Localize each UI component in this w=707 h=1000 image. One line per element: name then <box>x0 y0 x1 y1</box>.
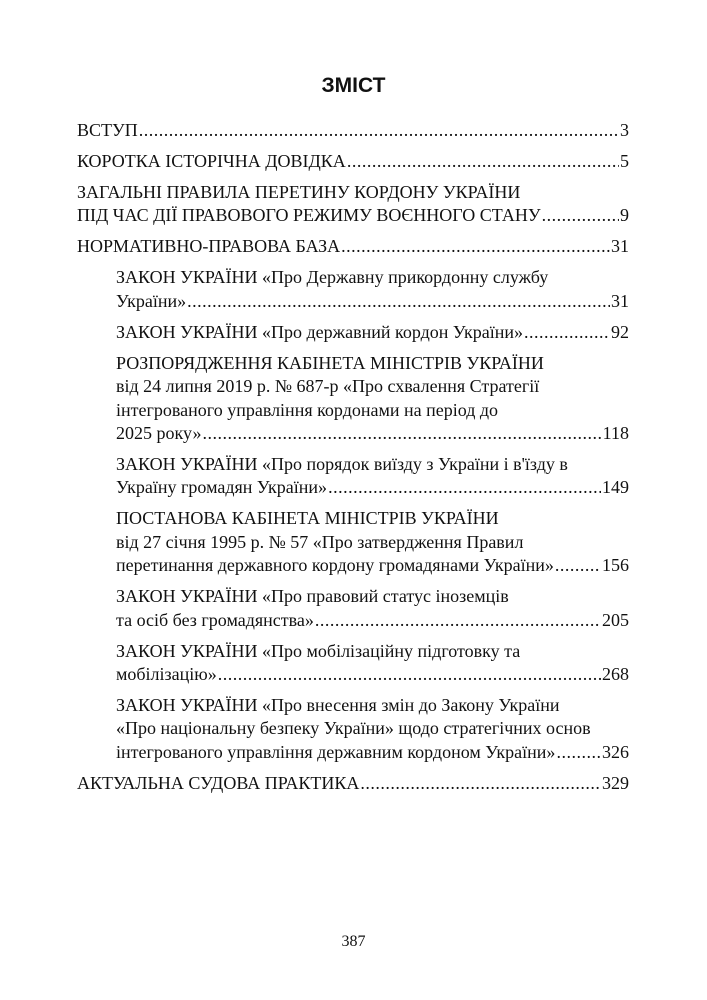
toc-entry-title-line: НОРМАТИВНО-ПРАВОВА БАЗА <box>77 236 341 257</box>
toc-entry[interactable] <box>77 640 629 687</box>
toc-entry-last-line <box>116 609 629 632</box>
toc-entry[interactable] <box>77 453 629 500</box>
dot-leader <box>556 741 601 764</box>
toc-entry-page: 326 <box>602 741 629 762</box>
dot-leader <box>315 609 601 632</box>
toc-entry[interactable] <box>77 266 629 313</box>
toc-entry-title-line: ЗАКОН УКРАЇНИ «Про правовий статус іноземців <box>116 586 509 607</box>
toc-entry-title-line: ЗАКОН УКРАЇНИ «Про мобілізаційну підготовку та <box>116 640 521 661</box>
toc-entry-last-line <box>116 476 629 499</box>
toc-entry-page: 92 <box>611 321 629 342</box>
toc-entry-last-line <box>77 150 629 173</box>
toc-entry-page: 268 <box>602 664 629 685</box>
toc-entry[interactable] <box>77 150 629 173</box>
toc-entry-title-line: РОЗПОРЯДЖЕННЯ КАБІНЕТА МІНІСТРІВ УКРАЇНИ <box>116 352 544 373</box>
toc-entry-title-line: України» <box>116 290 187 311</box>
toc-entry-page: 205 <box>602 609 629 630</box>
toc-entry-title-line: від 27 січня 1995 р. № 57 «Про затвердження Правил <box>116 531 524 552</box>
toc-entry-title-line: та осіб без громадянства» <box>116 609 314 630</box>
toc-entry-title-line: інтегрованого управління державним кордоном України» <box>116 741 556 762</box>
dot-leader <box>542 204 619 227</box>
toc-entry-title-line: ПОСТАНОВА КАБІНЕТА МІНІСТРІВ УКРАЇНИ <box>116 508 499 529</box>
toc-entry-page: 156 <box>602 555 629 576</box>
toc-entry-title-line: перетинання державного кордону громадянами України» <box>116 555 554 576</box>
dot-leader <box>555 554 601 577</box>
toc-entry[interactable] <box>77 507 629 577</box>
toc-entry-last-line <box>116 290 629 313</box>
toc-entry-page: 3 <box>620 120 629 140</box>
toc-entry-last-line <box>77 772 629 795</box>
dot-leader <box>360 772 601 795</box>
toc-entry-page: 31 <box>611 290 629 311</box>
toc-entry-page: 149 <box>602 477 629 498</box>
toc-entry-title-line: інтегрованого управління кордонами на період до <box>116 399 499 420</box>
dot-leader <box>202 422 601 445</box>
toc-entry[interactable] <box>77 235 629 258</box>
toc-entry[interactable] <box>77 181 629 228</box>
toc-entry-title-line: ЗАКОН УКРАЇНИ «Про внесення змін до Закону України <box>116 695 560 716</box>
dot-leader <box>218 663 601 686</box>
toc-entry-last-line <box>116 321 629 344</box>
dot-leader <box>139 119 619 142</box>
toc-entry-title-line: ПІД ЧАС ДІЇ ПРАВОВОГО РЕЖИМУ ВОЄННОГО СТАНУ <box>77 205 541 226</box>
dot-leader <box>341 235 610 258</box>
toc-entry-last-line <box>116 422 629 445</box>
toc-entry-title-line: від 24 липня 2019 р. № 687-р «Про схвалення Стратегії <box>116 376 540 397</box>
dot-leader <box>328 476 601 499</box>
toc-entry-page: 9 <box>620 205 629 226</box>
toc-entry-title-line: ЗАКОН УКРАЇНИ «Про Державну прикордонну службу <box>116 267 549 288</box>
toc-entry-last-line <box>116 741 629 764</box>
toc-entry-last-line <box>77 235 629 258</box>
toc-entry[interactable] <box>77 772 629 795</box>
page-number: 387 <box>341 933 366 950</box>
toc-entry[interactable] <box>77 694 629 764</box>
toc-entry-title-line: КОРОТКА ІСТОРІЧНА ДОВІДКА <box>77 151 346 171</box>
dot-leader <box>524 321 610 344</box>
toc-entry-title-line: «Про національну безпеку України» щодо стратегічних основ <box>116 718 591 739</box>
toc-entry-title-line: ВСТУП <box>77 120 138 140</box>
toc-entry-title-line: АКТУАЛЬНА СУДОВА ПРАКТИКА <box>77 772 360 793</box>
toc-entry-page: 31 <box>611 236 629 257</box>
toc-entry-page: 118 <box>602 423 629 444</box>
toc-entry-page: 5 <box>620 151 629 171</box>
dot-leader <box>187 290 610 313</box>
dot-leader <box>347 150 619 173</box>
page-title: ЗМІСТ <box>321 74 386 97</box>
toc-entry[interactable] <box>77 119 629 142</box>
toc-entry-title-line: ЗАГАЛЬНІ ПРАВИЛА ПЕРЕТИНУ КОРДОНУ УКРАЇНИ <box>77 182 521 202</box>
toc-entry[interactable] <box>77 321 629 344</box>
toc-entry[interactable] <box>77 585 629 632</box>
toc-entry[interactable] <box>77 352 629 446</box>
toc-entry-page: 329 <box>602 772 629 793</box>
toc-entry-last-line <box>77 119 629 142</box>
toc-entry-last-line <box>77 204 629 227</box>
toc-entry-title-line: ЗАКОН УКРАЇНИ «Про державний кордон України» <box>116 321 524 342</box>
toc-entry-title-line: Україну громадян України» <box>116 477 328 498</box>
table-of-contents <box>77 119 629 803</box>
toc-entry-title-line: ЗАКОН УКРАЇНИ «Про порядок виїзду з України і в'їзду в <box>116 454 568 475</box>
toc-entry-last-line <box>116 554 629 577</box>
toc-entry-title-line: 2025 року» <box>116 423 202 444</box>
toc-entry-last-line <box>116 663 629 686</box>
toc-entry-title-line: мобілізацію» <box>116 664 217 685</box>
